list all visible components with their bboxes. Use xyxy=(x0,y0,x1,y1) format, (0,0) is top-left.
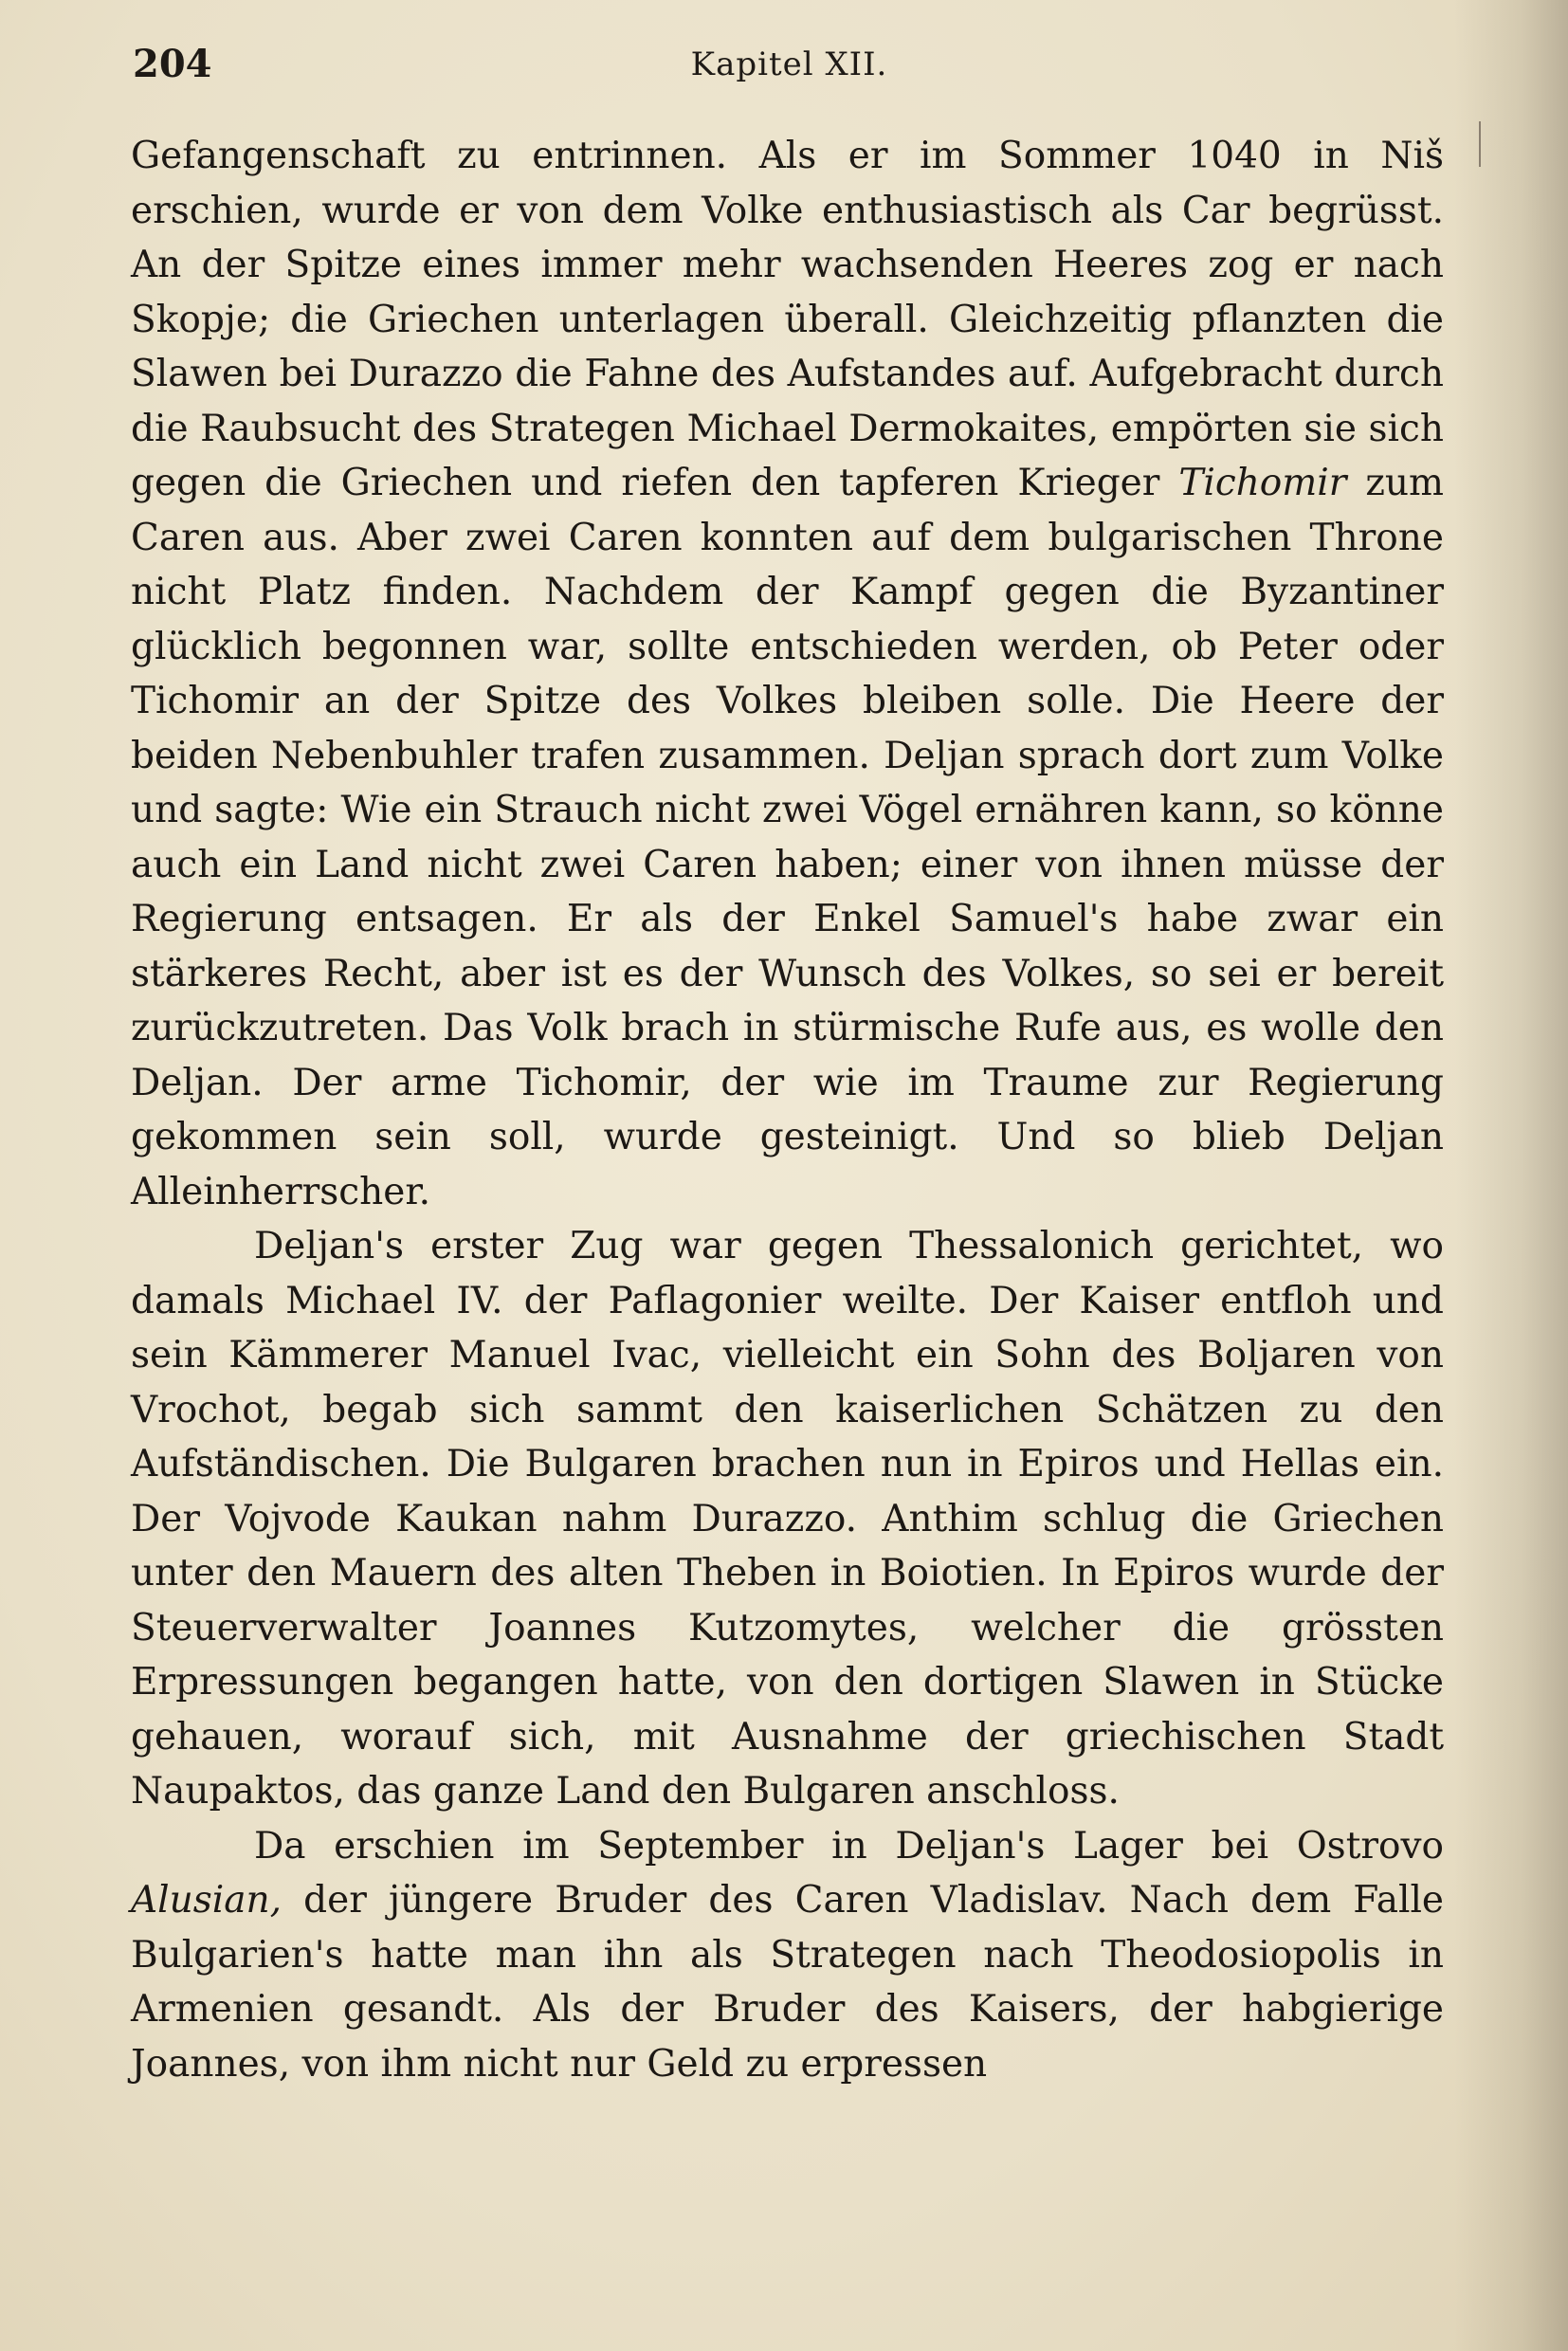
paragraph-3-text-a: Da erschien im September in Deljan's Lager bei Ostrovo xyxy=(254,1824,1444,1868)
paragraph-1-text-b: zum Caren aus. Aber zwei Caren konnten auf dem bulgarischen Throne nicht Platz finden. Nachdem der Kampf gegen die Byzantiner glücklich begonnen war, sollte entschieden werden, ob Peter oder Tichomir an der Spitze des Volkes bleiben solle. Die Heere der beiden Nebenbuhler trafen zusammen. Deljan sprach dort zum Volke und sagte: Wie ein Strauch nicht zwei Vögel ernähren kann, so könne auch ein Land nicht zwei Caren haben; einer von ihnen müsse der Regierung entsagen. Er als der Enkel Samuel's habe zwar ein stärkeres Recht, aber ist es der Wunsch des Volkes, so sei er bereit zurückzutreten. Das Volk brach in stürmische Rufe aus, es wolle den Deljan. Der arme Tichomir, der wie im Traume zur Regierung gekommen sein soll, wurde gesteinigt. Und so blieb Deljan Alleinherrscher. xyxy=(131,462,1444,1213)
paragraph-2 xyxy=(131,1219,1444,1819)
paragraph-1 xyxy=(131,129,1444,1219)
paragraph-1-text-a: Gefangenschaft zu entrinnen. Als er im Sommer 1040 in Niš erschien, wurde er von dem Volke enthusiastisch als Car begrüsst. An der Spitze eines immer mehr wachsenden Heeres zog er nach Skopje; die Griechen unterlagen überall. Gleichzeitig pflanzten die Slawen bei Durazzo die Fahne des Aufstandes auf. Aufgebracht durch die Raubsucht des Strategen Michael Dermokaites, empörten sie sich gegen die Griechen und riefen den tapferen Krieger xyxy=(131,135,1444,504)
emphasis-alusian: Alusian, xyxy=(131,1879,283,1922)
paragraph-2-text: Deljan's erster Zug war gegen Thessalonich gerichtet, wo damals Michael IV. der Paflagonier weilte. Der Kaiser entfloh und sein Kämmerer Manuel Ivac, vielleicht ein Sohn des Boljaren von Vrochot, begab sich sammt den kaiserlichen Schätzen zu den Aufständischen. Die Bulgaren brachen nun in Epiros und Hellas ein. Der Vojvode Kaukan nahm Durazzo. Anthim schlug die Griechen unter den Mauern des alten Theben in Boiotien. In Epiros wurde der Steuerverwalter Joannes Kutzomytes, welcher die grössten Erpressungen begangen hatte, von den dortigen Slawen in Stücke gehauen, worauf sich, mit Ausnahme der griechischen Stadt Naupaktos, das ganze Land den Bulgaren anschloss. xyxy=(131,1225,1444,1813)
body-text xyxy=(131,129,1444,2091)
paragraph-3-text-b: der jüngere Bruder des Caren Vladislav. Nach dem Falle Bulgarien's hatte man ihn als Strategen nach Theodosiopolis in Armenien gesandt. Als der Bruder des Kaisers, der habgierige Joannes, von ihm nicht nur Geld zu erpressen xyxy=(131,1879,1444,2086)
page-header xyxy=(133,42,1446,99)
page-edge-mark xyxy=(1479,121,1481,167)
page-edge-shadow xyxy=(1454,0,1568,2351)
paragraph-3 xyxy=(131,1819,1444,2092)
emphasis-tichomir: Tichomir xyxy=(1178,462,1347,504)
running-head: Kapitel XII. xyxy=(690,46,888,83)
page-number: 204 xyxy=(133,42,212,86)
